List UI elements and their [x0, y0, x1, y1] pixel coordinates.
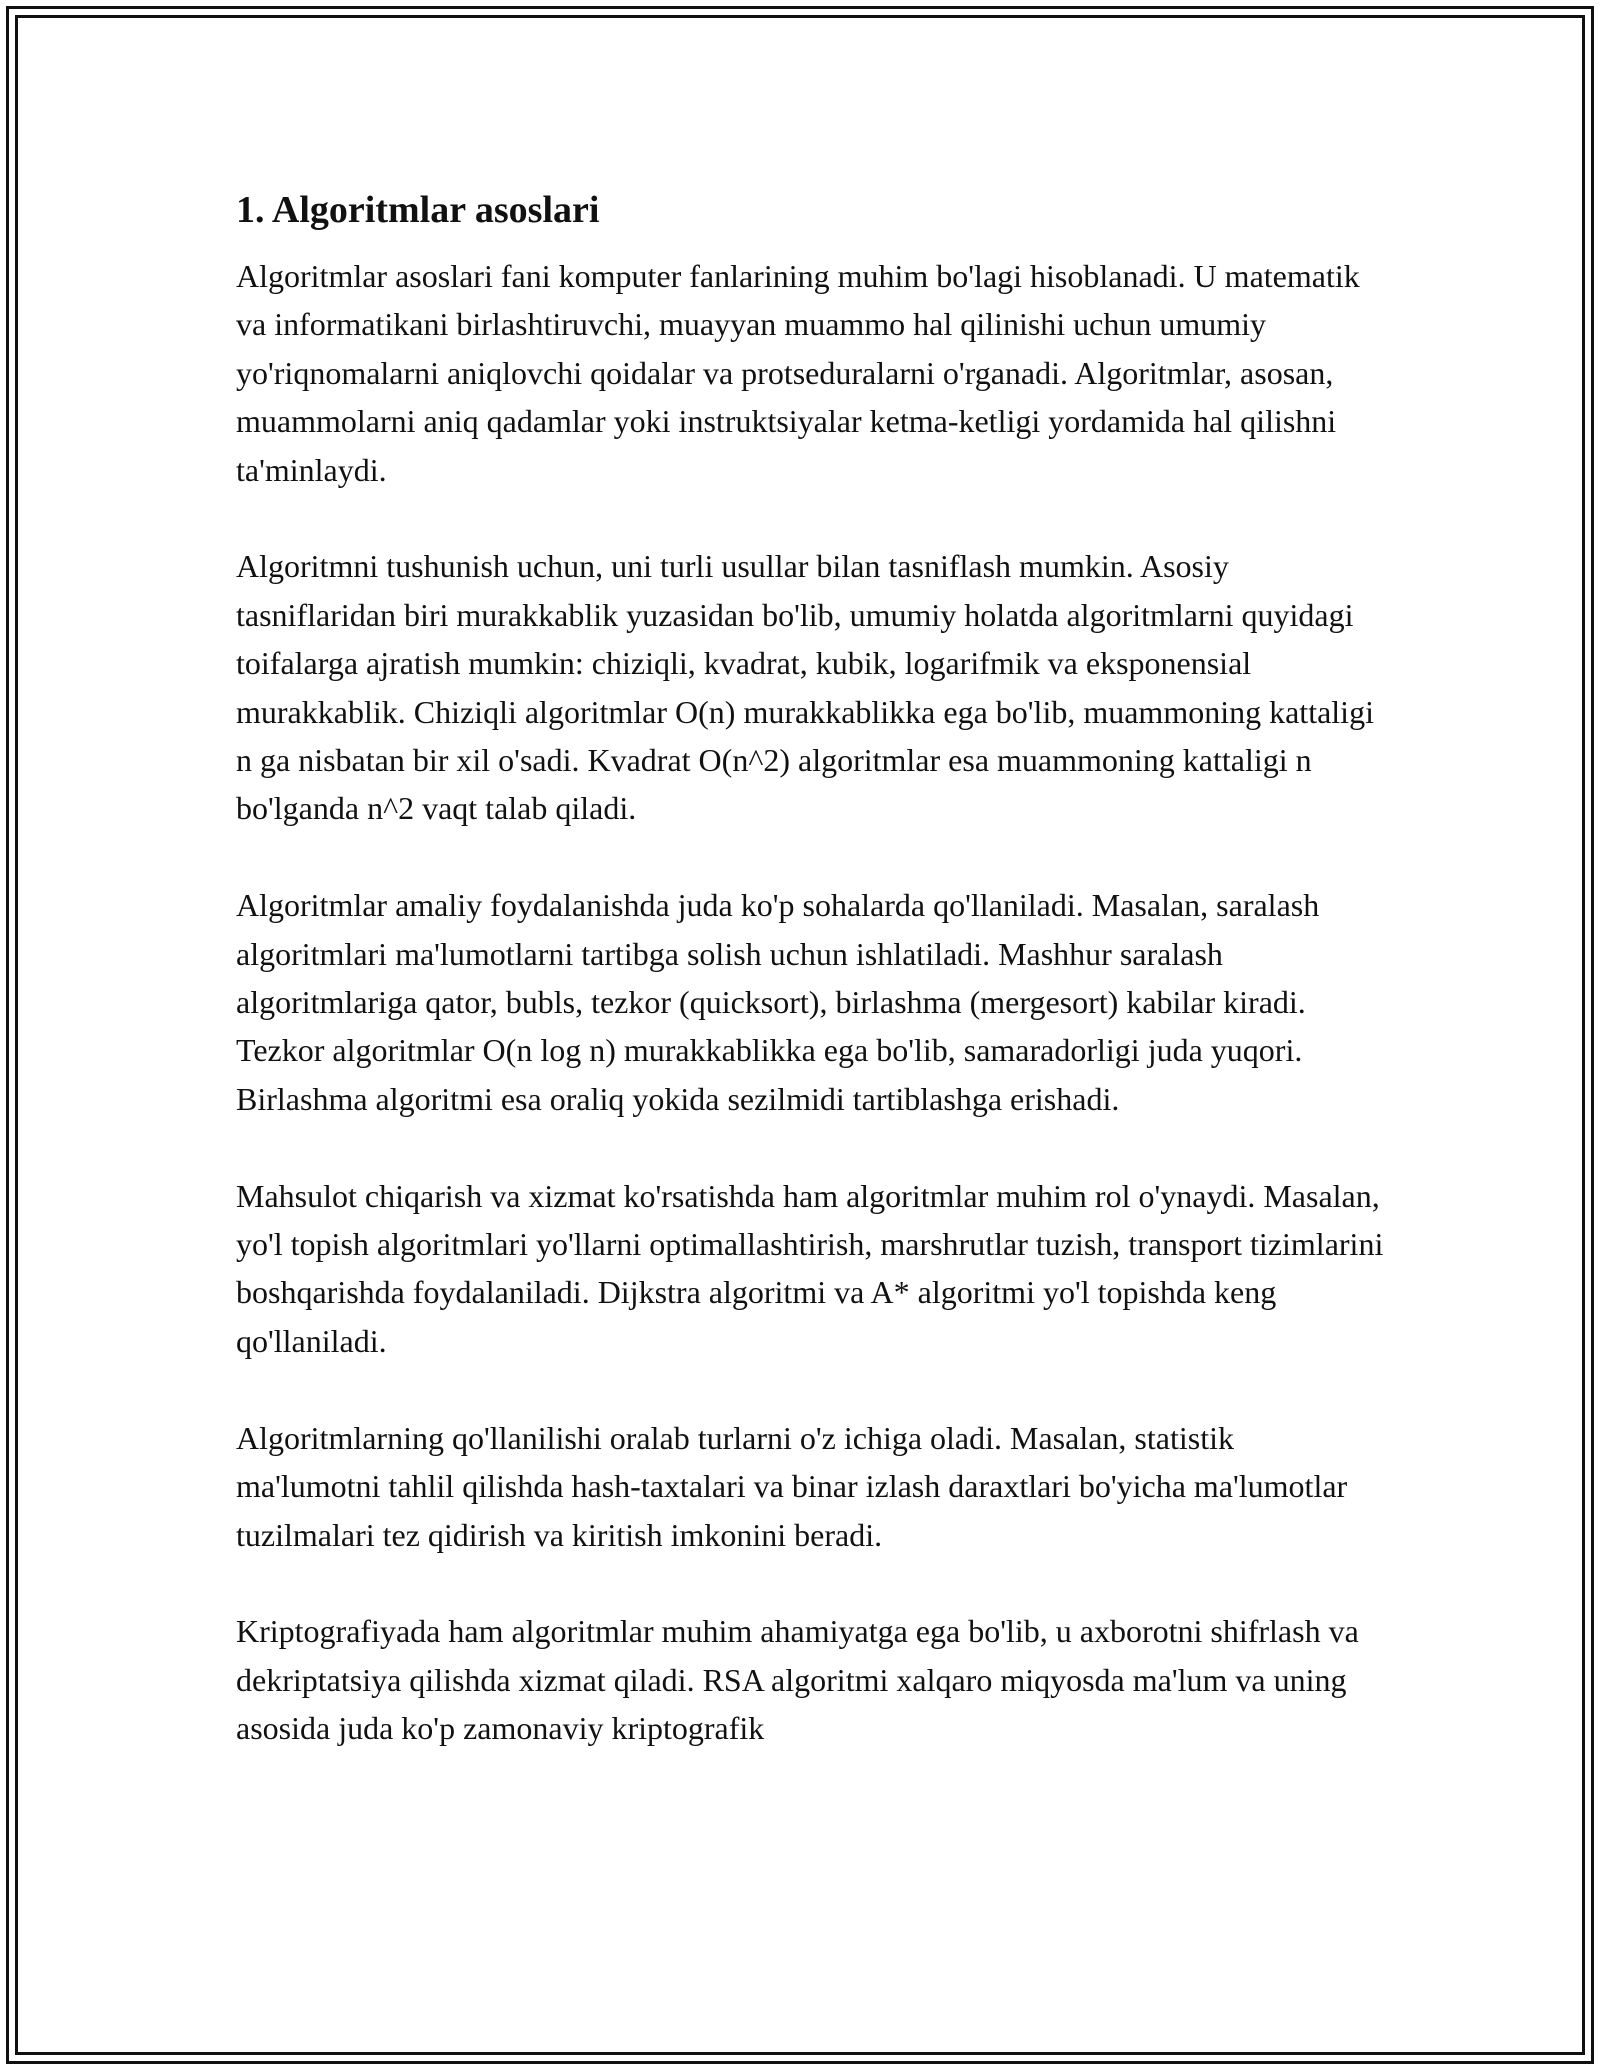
paragraph-intro: Algoritmlar asoslari fani komputer fanlarining muhim bo'lagi hisoblanadi. U matematik va informatikani birlashtiruvchi, muayyan muammo hal qilinishi uchun umumiy yo'riqnomalarni aniqlovchi qoidalar va protseduralarni o'rganadi. Algoritmlar, asosan, muammolarni aniq qadamlar yoki instruktsiyalar ketma-ketligi yordamida hal qilishni ta'minlaydi. [236, 258, 1360, 488]
document-body [236, 186, 1386, 1801]
paragraph-classification: Algoritmni tushunish uchun, uni turli usullar bilan tasniflash mumkin. Asosiy tasniflaridan biri murakkablik yuzasidan bo'lib, umumiy holatda algoritmlarni quyidagi toifalarga ajratish mumkin: chiziqli, kvadrat, kubik, logarifmik va eksponensial murakkablik. Chiziqli algoritmlar O(n) murakkablikka ega bo'lib, muammoning kattaligi n ga nisbatan bir xil o'sadi. Kvadrat O(n^2) algoritmlar esa muammoning kattaligi n bo'lganda n^2 vaqt talab qiladi. [236, 548, 1374, 827]
paragraph-pathfinding: Mahsulot chiqarish va xizmat ko'rsatishda ham algoritmlar muhim rol o'ynaydi. Masalan, yo'l topish algoritmlari yo'llarni optimallashtirish, marshrutlar tuzish, transport tizimlarini boshqarishda foydalaniladi. Dijkstra algoritmi va A* algoritmi yo'l topishda keng qo'llaniladi. [236, 1177, 1384, 1359]
section-heading: 1. Algoritmlar asoslari [236, 189, 600, 231]
paragraph-data-structures: Algoritmlarning qo'llanilishi oralab turlarni o'z ichiga oladi. Masalan, statistik ma'lumotni tahlil qilishda hash-taxtalari va binar izlash daraxtlari bo'yicha ma'lumotlar tuzilmalari tez qidirish va kiritish imkonini beradi. [236, 1419, 1348, 1553]
paragraph-sorting: Algoritmlar amaliy foydalanishda juda ko'p sohalarda qo'llaniladi. Masalan, saralash algoritmlari ma'lumotlarni tartibga solish uchun ishlatiladi. Mashhur saralash algoritmlariga qator, bubls, tezkor (quicksort), birlashma (mergesort) kabilar kiradi. Tezkor algoritmlar O(n log n) murakkablikka ega bo'lib, samaradorligi juda yuqori. Birlashma algoritmi esa oraliq yokida sezilmidi tartiblashga erishadi. [236, 887, 1320, 1117]
paragraph-cryptography: Kriptografiyada ham algoritmlar muhim ahamiyatga ega bo'lib, u axborotni shifrlash va dekriptatsiya qilishda xizmat qiladi. RSA algoritmi xalqaro miqyosda ma'lum va uning asosida juda ko'p zamonaviy kriptografik [236, 1613, 1359, 1747]
